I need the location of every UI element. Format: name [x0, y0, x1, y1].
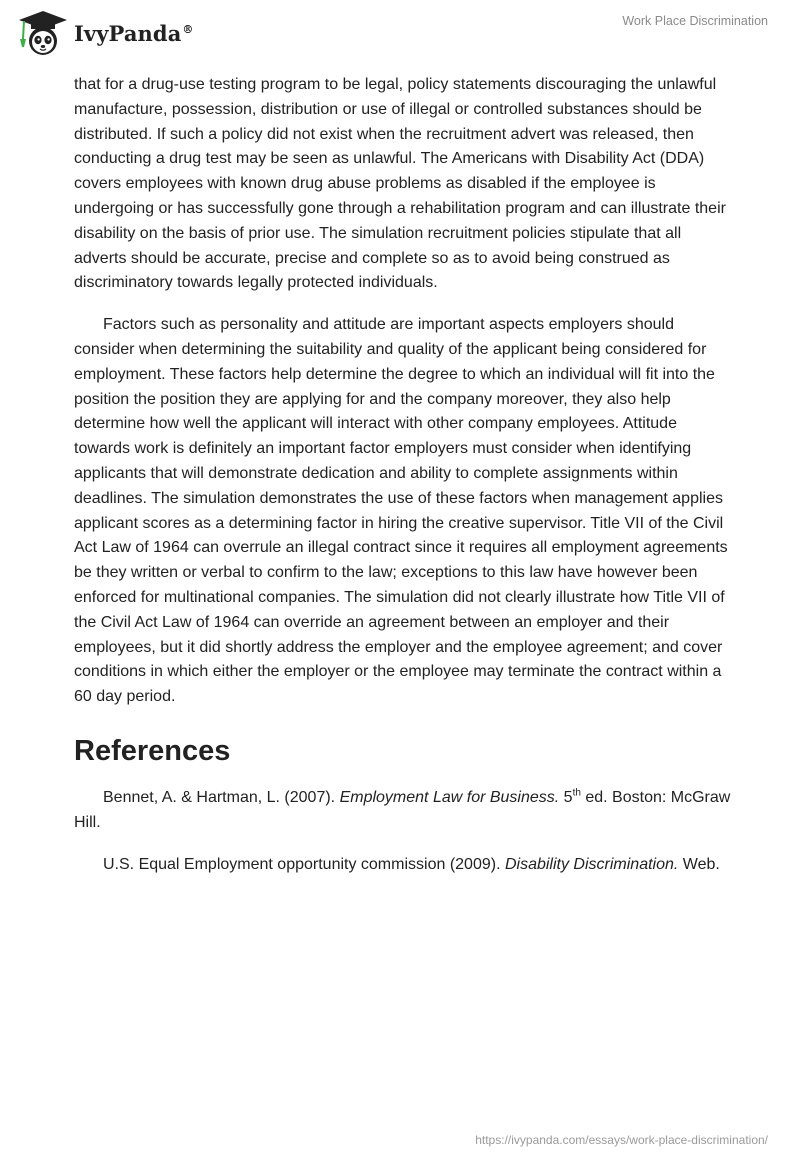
source-url[interactable]: https://ivypanda.com/essays/work-place-discrimination/ [475, 1133, 768, 1147]
reference-item [74, 786, 734, 836]
reference-edition: 5 [559, 788, 573, 806]
reference-title: Disability Discrimination. [504, 855, 679, 873]
reference-item [74, 853, 734, 878]
body-paragraph: Factors such as personality and attitude are important aspects employers should consider when determining the suitability and quality of the applicant being considered for employment. These factors help determine the degree to which an individual will fit into the position the position they are applying for and the company moreover, they also help determine how well the applicant will interact with other company employees. Attitude towards work is definitely an important factor employers must consider when identifying applicants that will demonstrate dedication and ability to complete assignments within deadlines. The simulation demonstrates the use of these factors when management applies applicant scores as a determining factor in hiring the creative supervisor. Title VII of the Civil Act Law of 1964 can overrule an illegal contract since it requires all employment agreements be they written or verbal to confirm to the law; exceptions to this law have however been enforced for multinational companies. The simulation did not clearly illustrate how Title VII of the Civil Act Law of 1964 can override an agreement between an employer and their employees, but it did shortly address the employer and the employee agreement; and cover conditions in which either the employer or the employee may terminate the contract within a 60 day period. [74, 316, 728, 706]
page-header [0, 0, 800, 62]
document-body [74, 73, 734, 894]
brand-logo[interactable] [15, 9, 194, 57]
reference-source: Web. [678, 855, 720, 873]
panda-graduation-cap-icon [15, 9, 71, 57]
reference-authors: U.S. Equal Employment opportunity commission (2009). [103, 855, 505, 873]
brand-registered-mark: ® [182, 22, 194, 36]
document-title: Work Place Discrimination [622, 14, 768, 28]
reference-edition-suffix: th [572, 787, 581, 799]
reference-authors: Bennet, A. & Hartman, L. (2007). [103, 788, 340, 806]
brand-name: IvyPanda® [74, 20, 194, 46]
reference-title: Employment Law for Business. [339, 788, 560, 806]
references-heading: References [74, 734, 231, 767]
body-paragraph: that for a drug-use testing program to be legal, policy statements discouraging the unlawful manufacture, possession, distribution or use of illegal or controlled substances should be distributed. If such a policy did not exist when the recruitment advert was released, then conducting a drug test may be seen as unlawful. The Americans with Disability Act (DDA) covers employees with known drug abuse problems as disabled if the employee is undergoing or has successfully gone through a rehabilitation program and can illustrate their disability on the basis of prior use. The simulation recruitment policies stipulate that all adverts should be accurate, precise and complete so as to avoid being construed as discriminatory towards legally protected individuals. [74, 76, 726, 292]
reference-publisher: ed. Boston: McGraw Hill. [74, 788, 731, 831]
